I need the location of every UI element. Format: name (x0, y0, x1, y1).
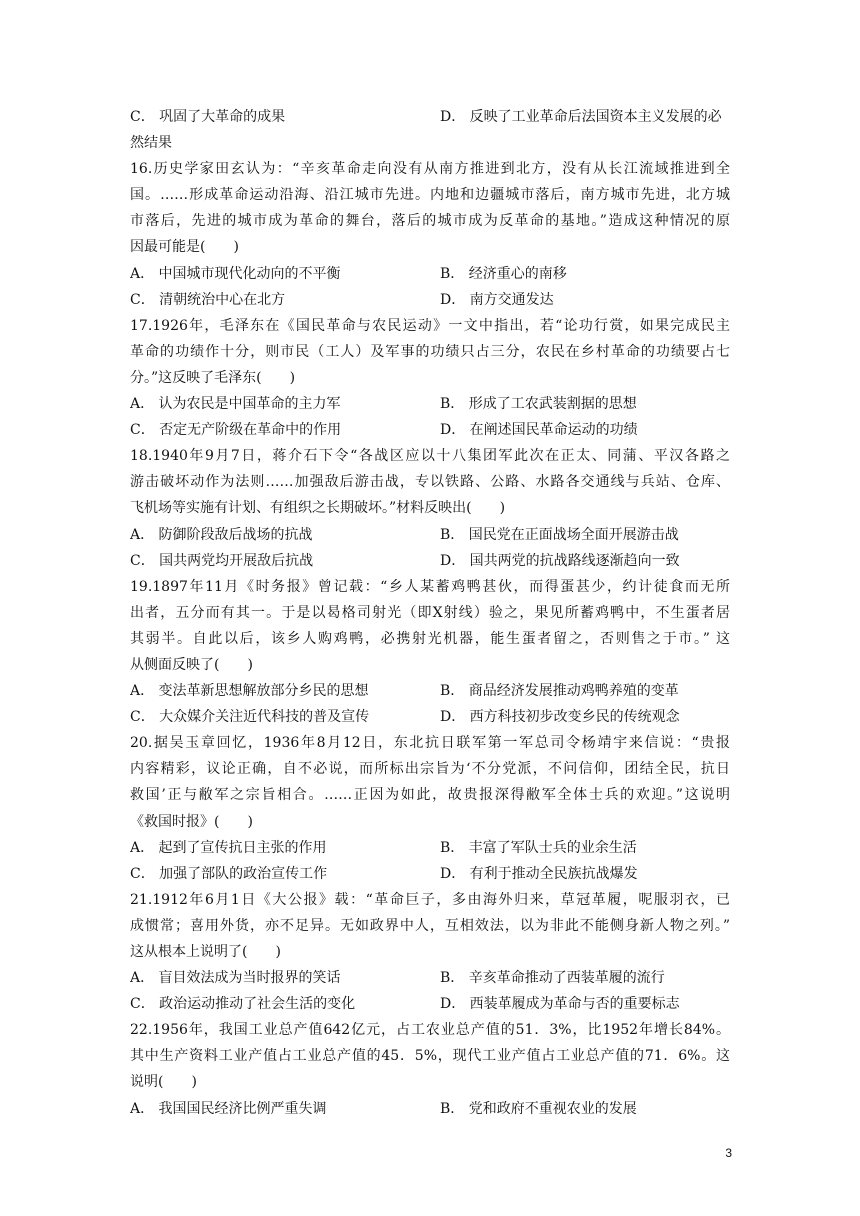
q18-stem-line-2: 游击破坏动作为法则……加强敌后游击战，专以铁路、公路、水路各交通线与兵站、仓库、 (130, 474, 730, 491)
q17-options-cd (130, 417, 730, 443)
q20-options-cd (130, 861, 730, 887)
q17-stem-line-3: 分。”这反映了毛泽东( ) (130, 369, 296, 386)
q21-option-c: C． 政治运动推动了社会生活的变化 (130, 996, 356, 1013)
q19-stem-line-1: 19.1897年11月《时务报》曾记载：“乡人某蓄鸡鸭甚伙，而得蛋甚少，约计徒食而无所 (130, 578, 730, 595)
q21-stem-line-2: 成惯常；喜用外货，亦不足异。无如政界中人，互相效法，以为非此不能侧身新人物之列。” (130, 917, 730, 934)
q19-stem-line-3: 其弱半。自此以后，该乡人购鸡鸭，必携射光机器，能生蛋者留之，否则售之于市。” 这 (130, 630, 730, 647)
q18-option-b: B． 国民党在正面战场全面开展游击战 (440, 526, 679, 543)
q20-option-a: A． 起到了宣传抗日主张的作用 (130, 839, 327, 856)
q16-option-c: C． 清朝统治中心在北方 (130, 291, 286, 308)
q22-option-a: A． 我国国民经济比例严重失调 (130, 1100, 327, 1117)
page-content (130, 104, 730, 1122)
q20-option-c: C． 加强了部队的政治宣传工作 (130, 865, 328, 882)
q19-option-d: D． 西方科技初步改变乡民的传统观念 (440, 709, 680, 726)
q15-option-d: D． 反映了工业革命后法国资本主义发展的必 (440, 109, 722, 125)
q18-option-a: A． 防御阶段敌后战场的抗战 (130, 526, 313, 543)
q18-options-ab (130, 522, 730, 548)
q19-options-cd (130, 704, 730, 730)
q20-stem-line-4: 《救国时报》( ) (130, 813, 253, 830)
q20-stem-line-3: 救国’正与敝军之宗旨相合。……正因为如此，故贵报深得敝军全体士兵的欢迎。”这说明 (130, 787, 730, 804)
q15-option-d-continuation: 然结果 (130, 135, 172, 152)
q18-stem-line-3: 飞机场等实施有计划、有组织之长期破坏。”材料反映出( ) (130, 500, 506, 517)
q18-option-c: C． 国共两党均开展敌后抗战 (130, 552, 314, 569)
q16-stem-line-1: 16.历史学家田玄认为：“辛亥革命走向没有从南方推进到北方，没有从长江流域推进到全 (130, 161, 730, 178)
q22-option-b: B． 党和政府不重视农业的发展 (440, 1100, 637, 1117)
q17-option-b: B． 形成了工农武装割据的思想 (440, 396, 637, 413)
q16-stem-line-4: 因最可能是( ) (130, 239, 239, 256)
q15-options-cd (130, 104, 730, 130)
q15-option-c: C． 巩固了大革命的成果 (130, 109, 286, 125)
page-number: 3 (725, 1146, 732, 1160)
q22-stem-line-1: 22.1956年，我国工业总产值642亿元，占工农业总产值的51．3%，比1952年增长84%。 (130, 1022, 730, 1039)
q20-option-d: D． 有利于推动全民族抗战爆发 (440, 865, 638, 882)
q22-options-ab (130, 1096, 730, 1122)
q16-option-a: A． 中国城市现代化动向的不平衡 (130, 265, 341, 282)
q17-option-a: A． 认为农民是中国革命的主力军 (130, 396, 341, 413)
q21-options-cd (130, 991, 730, 1017)
q22-stem-line-3: 说明( ) (130, 1074, 197, 1091)
q16-options-cd (130, 287, 730, 313)
q21-stem-line-3: 这从根本上说明了( ) (130, 944, 281, 960)
q16-options-ab (130, 261, 730, 287)
q17-option-d: D． 在阐述国民革命运动的功绩 (440, 422, 638, 439)
q20-options-ab (130, 835, 730, 861)
q17-stem-line-2: 革命的功绩作十分，则市民（工人）及军事的功绩只占三分，农民在乡村革命的功绩要占七 (130, 343, 730, 360)
q22-stem-line-2: 其中生产资料工业产值占工业总产值的45．5%，现代工业产值占工业总产值的71．6%。这 (130, 1048, 730, 1065)
q19-options-ab (130, 678, 730, 704)
q17-stem-line-1: 17.1926年，毛泽东在《国民革命与农民运动》一文中指出，若“论功行赏，如果完成民主 (130, 317, 730, 334)
q18-stem-line-1: 18.1940年9月7日，蒋介石下令“各战区应以十八集团军此次在正太、同蒲、平汉各路之 (130, 448, 730, 465)
q16-option-b: B． 经济重心的南移 (440, 265, 567, 282)
q20-option-b: B． 丰富了军队士兵的业余生活 (440, 839, 637, 856)
q21-option-a: A． 盲目效法成为当时报界的笑话 (130, 970, 341, 987)
q18-options-cd (130, 548, 730, 574)
q20-stem-line-1: 20.据吴玉章回忆，1936年8月12日，东北抗日联军第一军总司令杨靖宇来信说：“贵报 (130, 735, 730, 752)
q19-option-c: C． 大众媒介关注近代科技的普及宣传 (130, 709, 370, 726)
q19-option-a: A． 变法革新思想解放部分乡民的思想 (130, 683, 369, 700)
q16-stem-line-2: 国。……形成革命运动沿海、沿江城市先进。内地和边疆城市落后，南方城市先进，北方城 (130, 187, 730, 204)
q17-option-c: C． 否定无产阶级在革命中的作用 (130, 422, 342, 439)
q21-option-b: B． 辛亥革命推动了西装革履的流行 (440, 970, 665, 987)
q21-option-d: D． 西装革履成为革命与否的重要标志 (440, 996, 680, 1013)
q21-options-ab (130, 965, 730, 991)
q16-option-d: D． 南方交通发达 (440, 291, 554, 308)
q16-stem-line-3: 市落后，先进的城市成为革命的舞台，落后的城市成为反革命的基地。”造成这种情况的原 (130, 213, 730, 230)
q18-option-d: D． 国共两党的抗战路线逐渐趋向一致 (440, 552, 680, 569)
q21-stem-line-1: 21.1912年6月1日《大公报》载：“革命巨子，多由海外归来，草冠革履，呢服羽衣，已 (130, 891, 730, 908)
q19-stem-line-4: 从侧面反映了( ) (130, 656, 253, 673)
q17-options-ab (130, 391, 730, 417)
q20-stem-line-2: 内容精彩，议论正确，自不必说，而所标出宗旨为‘不分党派，不问信仰，团结全民，抗日 (130, 761, 730, 778)
q19-option-b: B． 商品经济发展推动鸡鸭养殖的变革 (440, 683, 679, 700)
q19-stem-line-2: 出者，五分而有其一。于是以曷格司射光（即X射线）验之，果见所蓄鸡鸭中，不生蛋者居 (130, 604, 730, 621)
